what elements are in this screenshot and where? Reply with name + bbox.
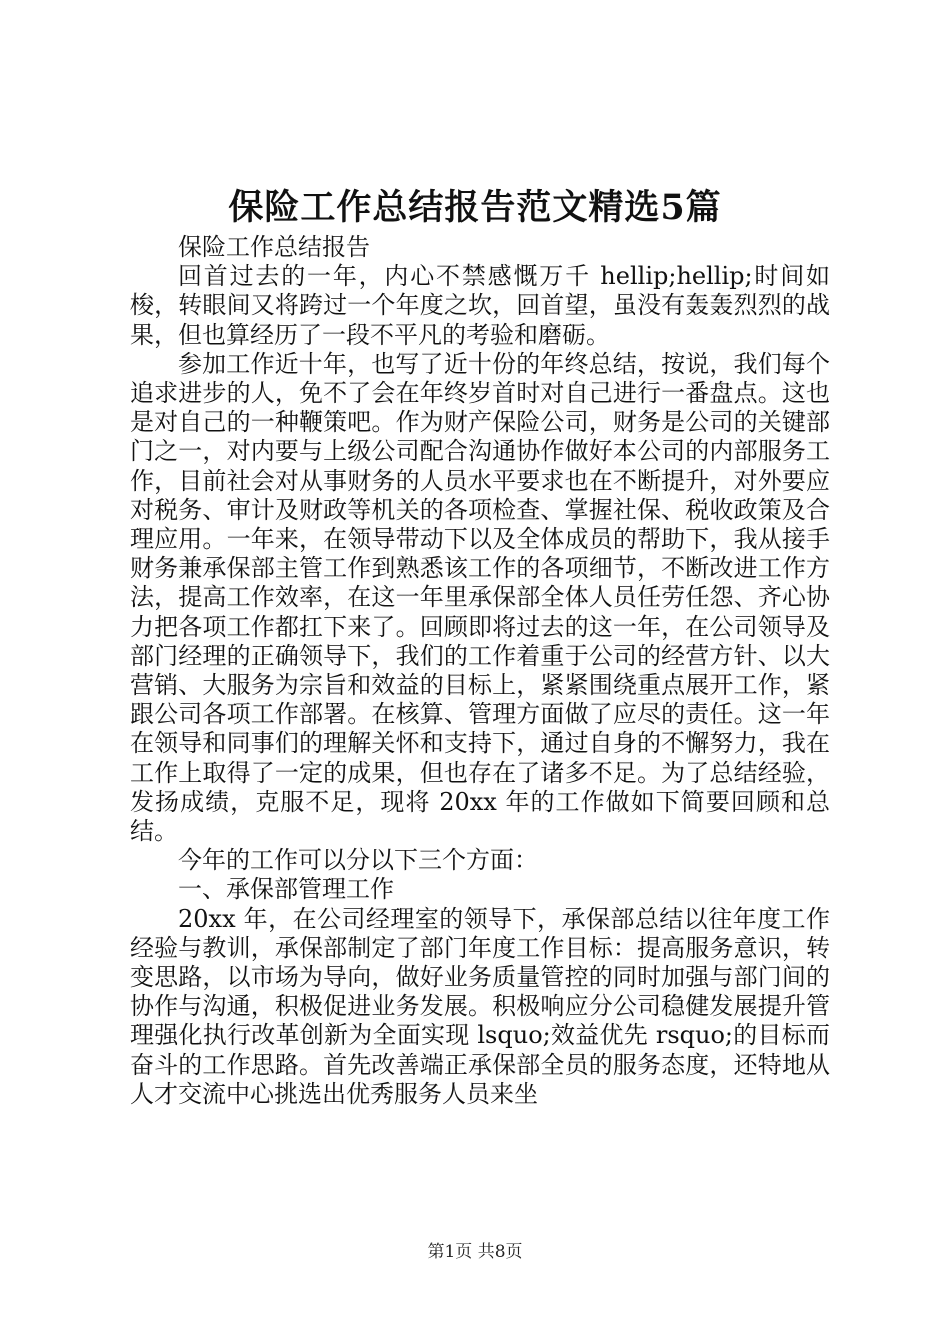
body-paragraph: 今年的工作可以分以下三个方面： (178, 846, 538, 875)
body-paragraph: 参加工作近十年，也写了近十份的年终总结，按说，我们每个追求进步的人，免不了会在年终岁首时对自己进行一番盘点。这也是对自己的一种鞭策吧。作为财产保险公司，财务是公司的关键部门之一，对内要与上级公司配合沟通协作做好本公司的内部服务工作，目前社会对从事财务的人员水平要求也在不断提升，对外要应对税务、审计及财政等机关的各项检查、掌握社保、税收政策及合理应用。一年来，在领导带动下以及全体成员的帮助下，我从接手财务兼承保部主管工作到熟悉该工作的各项细节，不断改进工作方法，提高工作效率，在这一年里承保部全体人员任劳任怨、齐心协力把各项工作都扛下来了。回顾即将过去的这一年，在公司领导及部门经理的正确领导下，我们的工作着重于公司的经营方针、以大营销、大服务为宗旨和效益的目标上，紧紧围绕重点展开工作，紧跟公司各项工作部署。在核算、管理方面做了应尽的责任。这一年在领导和同事们的理解关怀和支持下，通过自身的不懈努力，我在工作上取得了一定的成果，但也存在了诸多不足。为了总结经验，发扬成绩，克服不足，现将 20xx 年的工作做如下简要回顾和总结。 (130, 349, 830, 846)
section-heading-paragraph: 保险工作总结报告 (178, 233, 370, 261)
page-footer: 第1页 共8页 (427, 1242, 523, 1262)
document-body (130, 233, 830, 1109)
body-paragraph: 回首过去的一年，内心不禁感慨万千 hellip;hellip;时间如梭，转眼间又将跨过一个年度之坎，回首望，虽没有轰轰烈烈的战果，但也算经历了一段不平凡的考验和磨砺。 (130, 262, 830, 349)
document-title: 保险工作总结报告范文精选5篇 (228, 187, 722, 228)
subsection-heading-paragraph: 一、承保部管理工作 (178, 875, 394, 904)
body-paragraph: 20xx 年，在公司经理室的领导下，承保部总结以往年度工作经验与教训，承保部制定了部门年度工作目标：提高服务意识，转变思路，以市场为导向，做好业务质量管控的同时加强与部门间的协作与沟通，积极促进业务发展。积极响应分公司稳健发展提升管理强化执行改革创新为全面实现 lsquo;效益优先 rsquo;的目标而奋斗的工作思路。首先改善端正承保部全员的服务态度，还特地从人才交流中心挑选出优秀服务人员来坐 (130, 904, 830, 1108)
